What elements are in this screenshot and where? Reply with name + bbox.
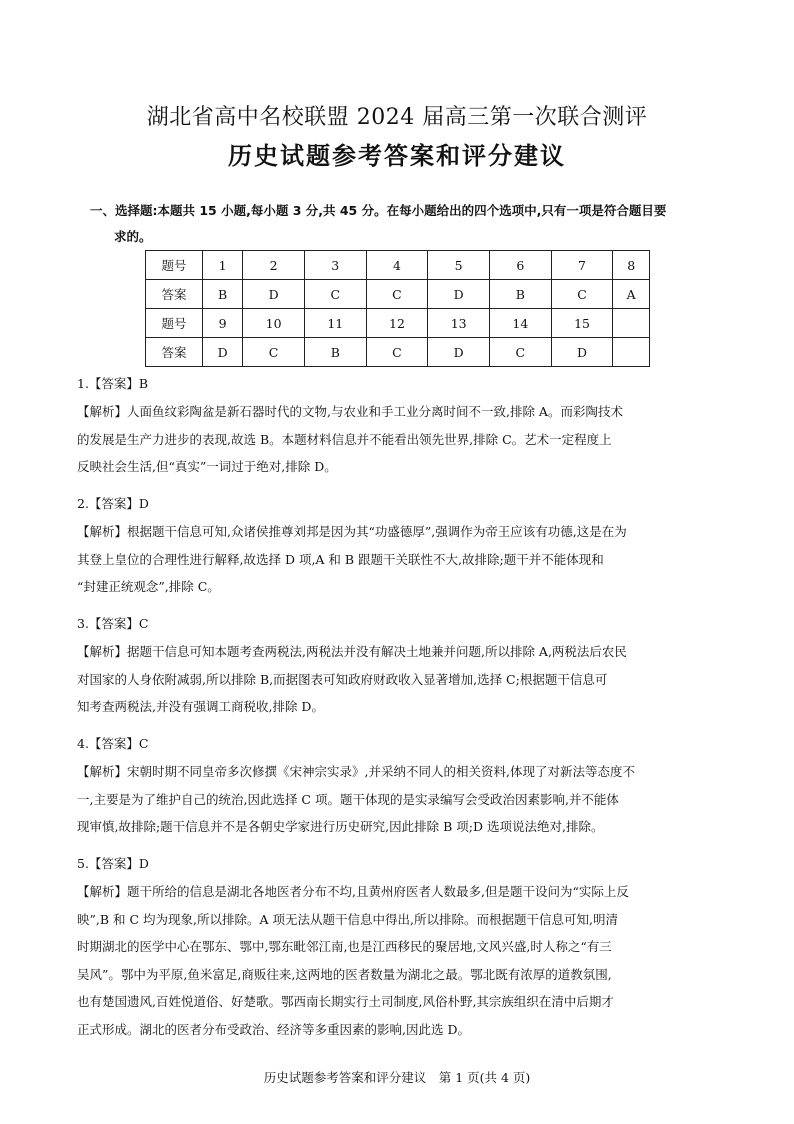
- table-row-label: 题号: [146, 309, 203, 338]
- table-cell: 3: [304, 251, 366, 280]
- item-5-explanation: [77, 878, 717, 1043]
- explanation-line: 知考查两税法,并没有强调工商税收,排除 D。: [77, 699, 324, 714]
- table-cell: C: [243, 338, 305, 367]
- table-row-label: 题号: [146, 251, 203, 280]
- table-cell: C: [304, 280, 366, 309]
- table-cell: [613, 309, 650, 338]
- item-4-answer: 4.【答案】C: [77, 736, 149, 751]
- table-row: [146, 338, 650, 367]
- explanation-line: 现审慎,故排除;题干信息并不是各朝史学家进行历史研究,因此排除 B 项;D 选项说法绝对,排除。: [77, 819, 604, 834]
- explanation-line: 【解析】题干所给的信息是湖北各地医者分布不均,且黄州府医者人数最多,但是题干设问为“实际上反: [77, 884, 629, 899]
- table-cell: 10: [243, 309, 305, 338]
- item-4-explanation: [77, 758, 717, 841]
- item-3-answer: 3.【答案】C: [77, 616, 149, 631]
- explanation-line: 反映社会生活,但“真实”一词过于绝对,排除 D。: [77, 459, 337, 474]
- table-cell: 7: [551, 251, 613, 280]
- item-1-answer: 1.【答案】B: [77, 376, 149, 391]
- page-footer: 历史试题参考答案和评分建议 第 1 页(共 4 页): [263, 1070, 531, 1085]
- explanation-line: 【解析】据题干信息可知本题考查两税法,两税法并没有解决土地兼并问题,所以排除 A,两税法后农民: [77, 644, 627, 659]
- table-cell: D: [203, 338, 243, 367]
- item-2-explanation: [77, 518, 717, 601]
- table-cell: 8: [613, 251, 650, 280]
- section-heading-line1: 一、选择题:本题共 15 小题,每小题 3 分,共 45 分。在每小题给出的四个选项中,只有一项是符合题目要: [90, 203, 667, 218]
- table-cell: 5: [428, 251, 490, 280]
- table-cell: D: [428, 338, 490, 367]
- table-cell: [613, 338, 650, 367]
- item-1-explanation: [77, 398, 717, 481]
- table-row: [146, 309, 650, 338]
- table-row: [146, 251, 650, 280]
- table-cell: 11: [304, 309, 366, 338]
- explanation-line: 一,主要是为了维护自己的统治,因此选择 C 项。题干体现的是实录编写会受政治因素影响,并不能体: [77, 791, 619, 807]
- table-cell: 1: [203, 251, 243, 280]
- table-row: [146, 280, 650, 309]
- table-row-label: 答案: [146, 338, 203, 367]
- table-cell: 2: [243, 251, 305, 280]
- explanation-line: 【解析】宋朝时期不同皇帝多次修撰《宋神宗实录》,并采纳不同人的相关资料,体现了对新法等态度不: [77, 764, 635, 779]
- table-cell: 14: [490, 309, 552, 338]
- explanation-line: 【解析】人面鱼纹彩陶盆是新石器时代的文物,与农业和手工业分离时间不一致,排除 A。而彩陶技术: [77, 404, 623, 419]
- table-cell: C: [490, 338, 552, 367]
- table-cell: 13: [428, 309, 490, 338]
- table-cell: 6: [490, 251, 552, 280]
- table-cell: D: [428, 280, 490, 309]
- table-cell: A: [613, 280, 650, 309]
- explanation-line: 的发展是生产力进步的表现,故选 B。本题材料信息并不能看出领先世界,排除 C。艺术一定程度上: [77, 431, 612, 447]
- exam-title: 湖北省高中名校联盟 2024 届高三第一次联合测评: [146, 105, 648, 130]
- table-cell: D: [243, 280, 305, 309]
- explanation-line: 吴风”。鄂中为平原,鱼米富足,商贩往来,这两地的医者数量为湖北之最。鄂北既有浓厚的道教氛围,: [77, 966, 612, 982]
- explanation-line: 映”,B 和 C 均为现象,所以排除。A 项无法从题干信息中得出,所以排除。而根据题干信息可知,明清: [77, 911, 618, 927]
- section-heading-line2: 求的。: [114, 229, 152, 244]
- table-row-label: 答案: [146, 280, 203, 309]
- explanation-line: “封建正统观念”,排除 C。: [77, 579, 220, 594]
- table-cell: 9: [203, 309, 243, 338]
- explanation-line: 对国家的人身依附减弱,所以排除 B,而据图表可知政府财政收入显著增加,选择 C;根据题干信息可: [77, 671, 608, 687]
- explanation-line: 正式形成。湖北的医者分布受政治、经济等多重因素的影响,因此选 D。: [77, 1021, 470, 1037]
- table-cell: B: [304, 338, 366, 367]
- table-cell: D: [551, 338, 613, 367]
- table-cell: C: [551, 280, 613, 309]
- table-cell: B: [490, 280, 552, 309]
- document-subtitle: 历史试题参考答案和评分建议: [228, 142, 566, 170]
- explanation-line: 也有楚国遗风,百姓悦道俗、好楚歌。鄂西南长期实行土司制度,风俗朴野,其宗族组织在清中后期才: [77, 994, 614, 1009]
- item-3-explanation: [77, 638, 717, 721]
- table-cell: 12: [366, 309, 428, 338]
- table-cell: C: [366, 280, 428, 309]
- table-cell: 4: [366, 251, 428, 280]
- item-5-answer: 5.【答案】D: [77, 856, 149, 871]
- table-cell: B: [203, 280, 243, 309]
- item-2-answer: 2.【答案】D: [77, 496, 149, 511]
- section-heading: [90, 198, 730, 250]
- table-cell: 15: [551, 309, 613, 338]
- explanation-line: 【解析】根据题干信息可知,众诸侯推尊刘邦是因为其“功盛德厚”,强调作为帝王应该有功德,这是在为: [77, 524, 627, 539]
- answer-table: [145, 250, 650, 367]
- explanation-line: 其登上皇位的合理性进行解释,故选择 D 项,A 和 B 跟题干关联性不大,故排除;题干并不能体现和: [77, 551, 604, 567]
- table-cell: C: [366, 338, 428, 367]
- explanation-line: 时期湖北的医学中心在鄂东、鄂中,鄂东毗邻江南,也是江西移民的聚居地,文风兴盛,时人称之“有三: [77, 939, 612, 954]
